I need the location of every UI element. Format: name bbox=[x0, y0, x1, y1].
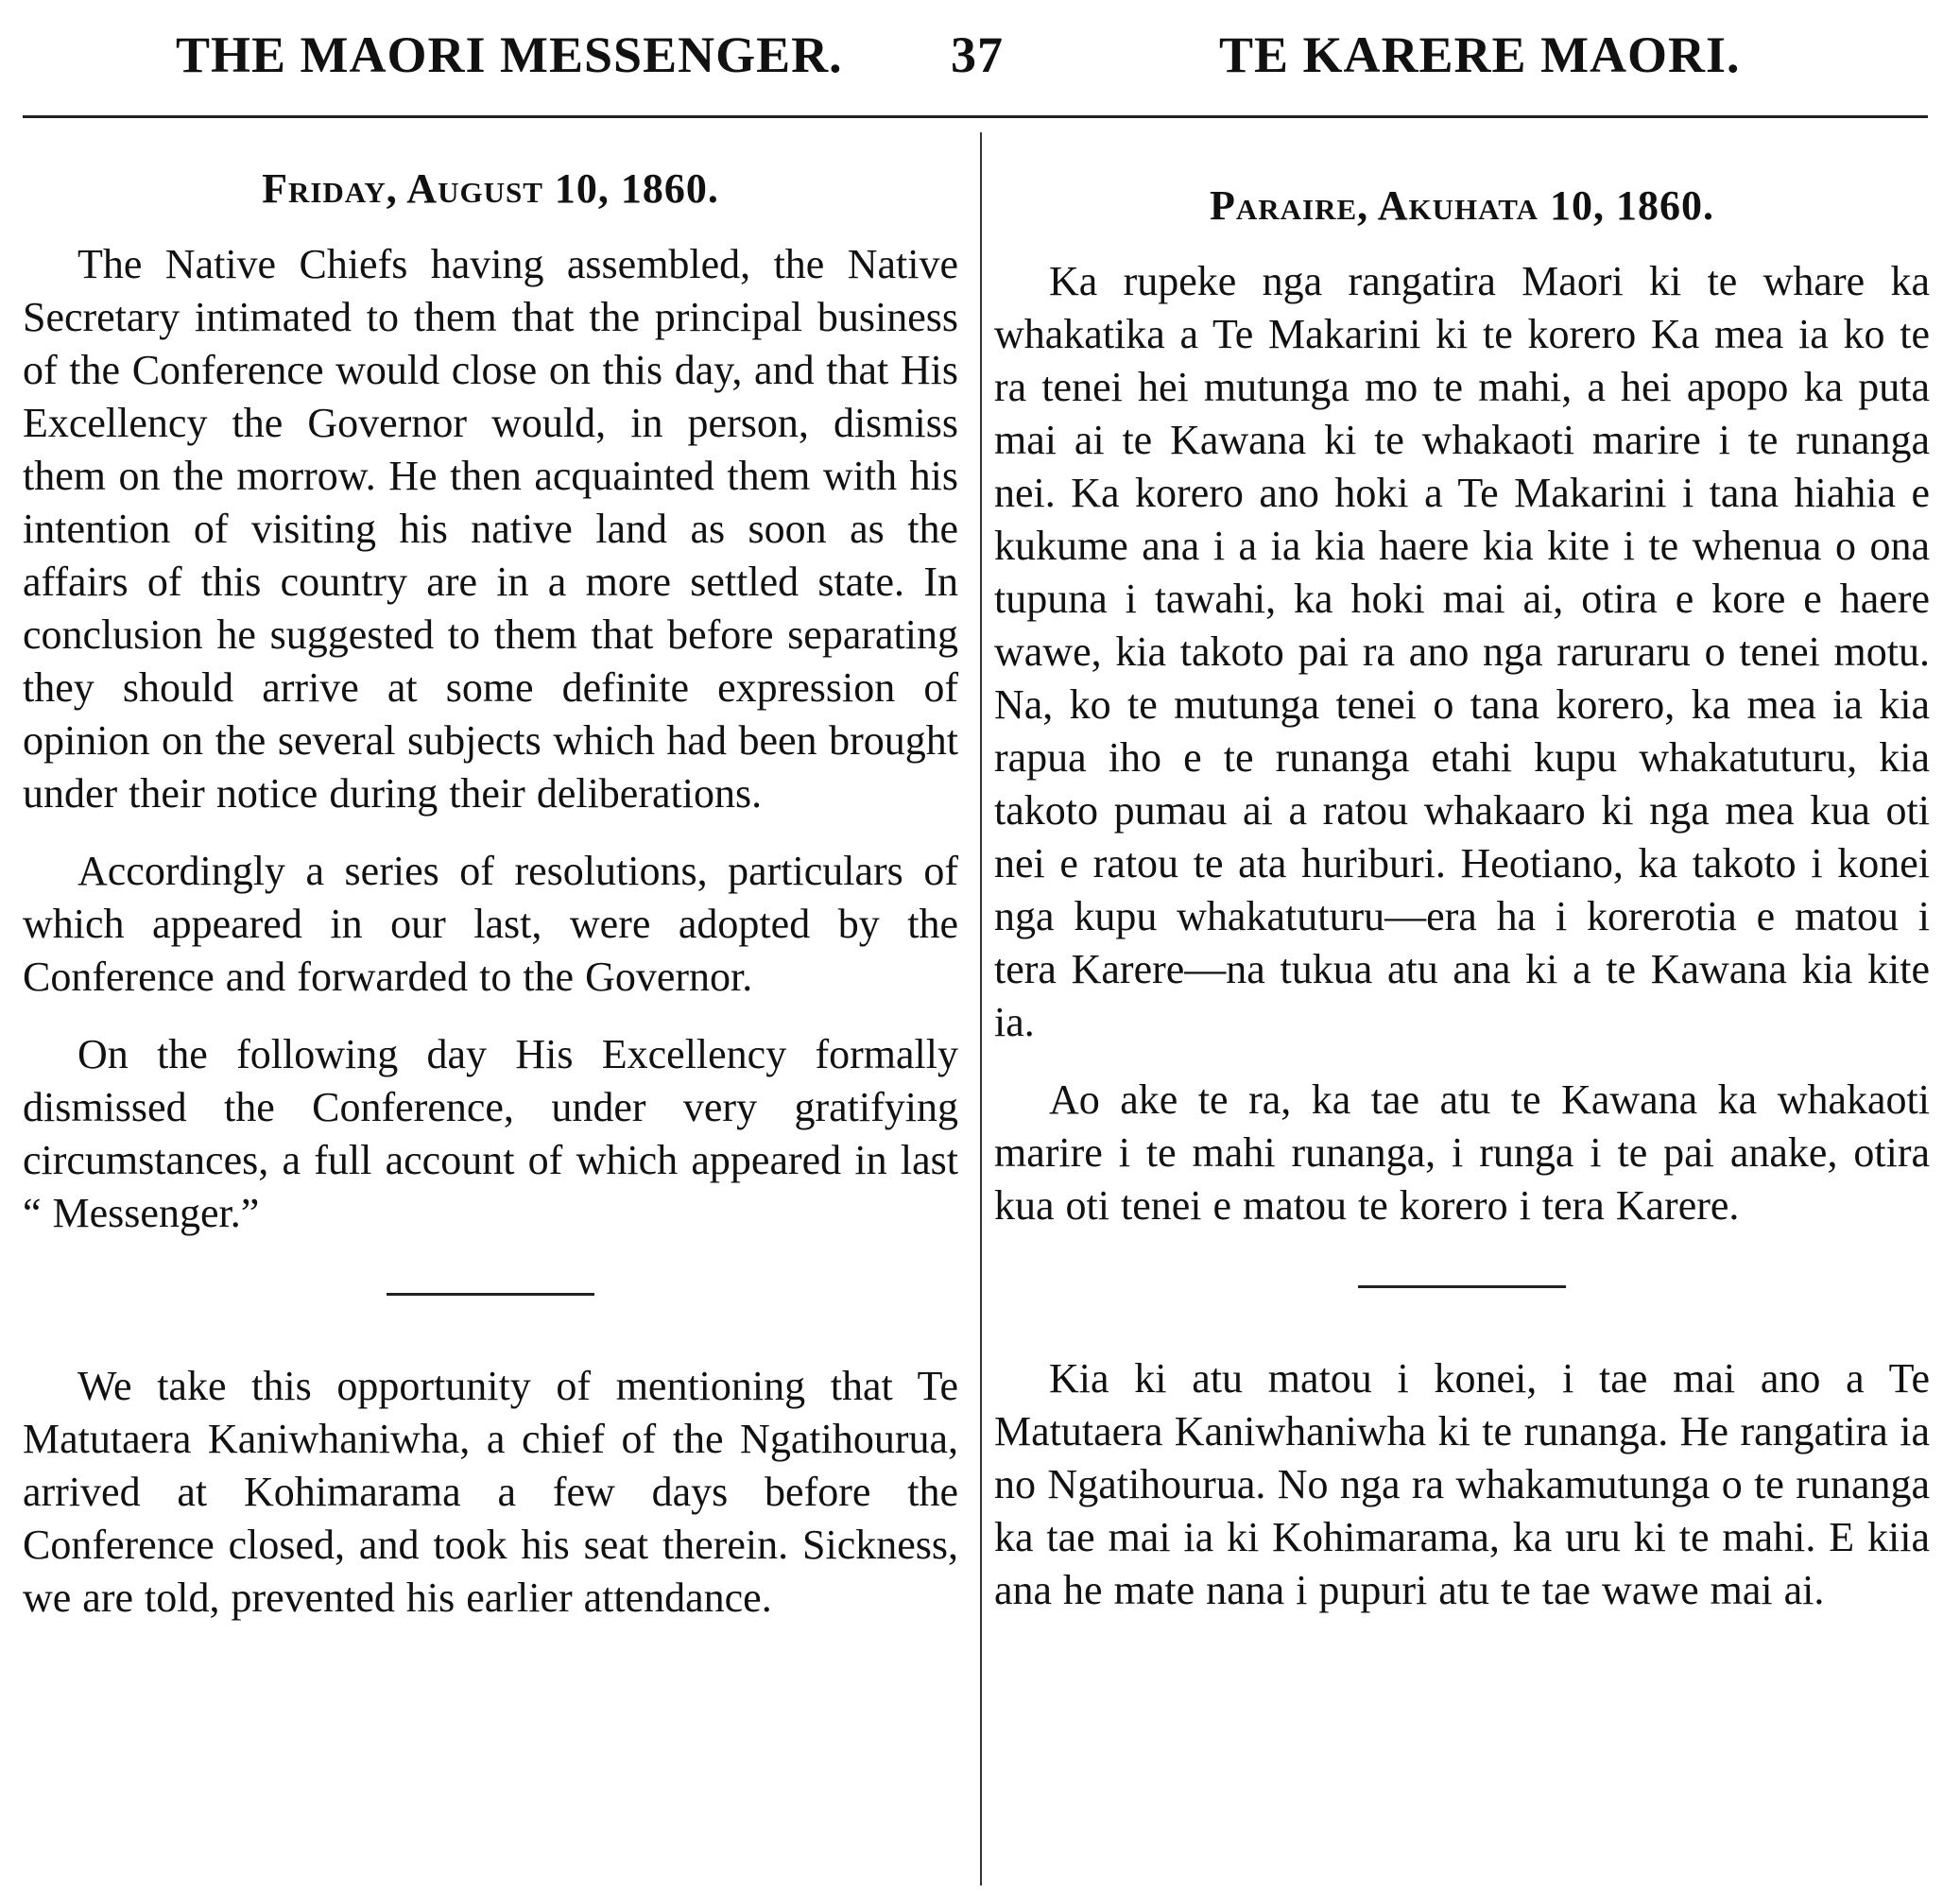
english-paragraph-3: On the following day His Excellency formally dismissed the Conference, under very gratifying circumstances, a full account of which appeared in last “ Messenger.” bbox=[23, 1031, 958, 1236]
maori-section-divider bbox=[1358, 1285, 1566, 1288]
page-number: 37 bbox=[951, 26, 1004, 83]
masthead-english-title: THE MAORI MESSENGER. bbox=[176, 26, 843, 83]
header-rule bbox=[23, 115, 1928, 118]
maori-column bbox=[994, 163, 1930, 1642]
english-section-divider bbox=[387, 1293, 594, 1296]
english-dateline: Friday, August 10, 1860. bbox=[262, 165, 719, 212]
masthead-maori-title: TE KARERE MAORI. bbox=[1219, 26, 1741, 83]
maori-paragraph-2: Ao ake te ra, ka tae atu te Kawana ka whakaoti marire i te mahi runanga, i runga i te pai anake, otira kua oti tenei e matou te korero i tera Karere. bbox=[994, 1076, 1930, 1229]
maori-paragraph-1: Ka rupeke nga rangatira Maori ki te whare ka whakatika a Te Makarini ki te korero Ka mea ia ko te ra tenei hei mutunga mo te mahi, a hei apopo ka puta mai ai te Kawana ki te whakaoti marire i te runanga nei. Ka korero ano hoki a Te Makarini i tana hiahia e kukume ana i a ia kia haere kia kite i te whenua o ona tupuna i tawahi, ka hoki mai ai, otira e kore e haere wawe, kia takoto pai ra ano nga raruraru o tenei motu. Na, ko te mutunga tenei o tana korero, ka mea ia kia rapua iho e te runanga etahi kupu whakatuturu, kia takoto pumau ai a ratou whakaaro ki nga mea kua oti nei e ratou te ata huriburi. Heotiano, ka takoto i konei nga kupu whakatuturu—era ha i korerotia e matou i tera Karere—na tukua atu ana ki a te Kawana kia kite ia. bbox=[994, 258, 1930, 1045]
english-paragraph-1: The Native Chiefs having assembled, the Native Secretary intimated to them that the principal business of the Conference would close on this day, and that His Excellency the Governor would, in person, dismiss them on the morrow. He then acquainted them with his intention of visiting his native land as soon as the affairs of this country are in a more settled state. In conclusion he suggested to them that before separating they should arrive at some definite expression of opinion on the several subjects which had been brought under their notice during their deliberations. bbox=[23, 241, 958, 817]
maori-paragraph-3: Kia ki atu matou i konei, i tae mai ano a Te Matutaera Kaniwhaniwha ki te runanga. He rangatira ia no Ngatihourua. No nga ra whakamutunga o te runanga ka tae mai ia ki Kohimarama, ka uru ki te mahi. E kiia ana he mate nana i pupuri atu te tae wawe mai ai. bbox=[994, 1355, 1930, 1613]
english-column bbox=[23, 163, 958, 1649]
masthead bbox=[0, 0, 1960, 113]
column-divider bbox=[980, 132, 982, 1885]
english-paragraph-2: Accordingly a series of resolutions, particulars of which appeared in our last, were adopted by the Conference and forwarded to the Governor. bbox=[23, 848, 958, 1000]
maori-dateline: Paraire, Akuhata 10, 1860. bbox=[1210, 182, 1714, 229]
english-paragraph-4: We take this opportunity of mentioning that Te Matutaera Kaniwhaniwha, a chief of the Ngatihourua, arrived at Kohimarama a few days before the Conference closed, and took his seat therein. Sickness, we are told, prevented his earlier attendance. bbox=[23, 1363, 958, 1621]
